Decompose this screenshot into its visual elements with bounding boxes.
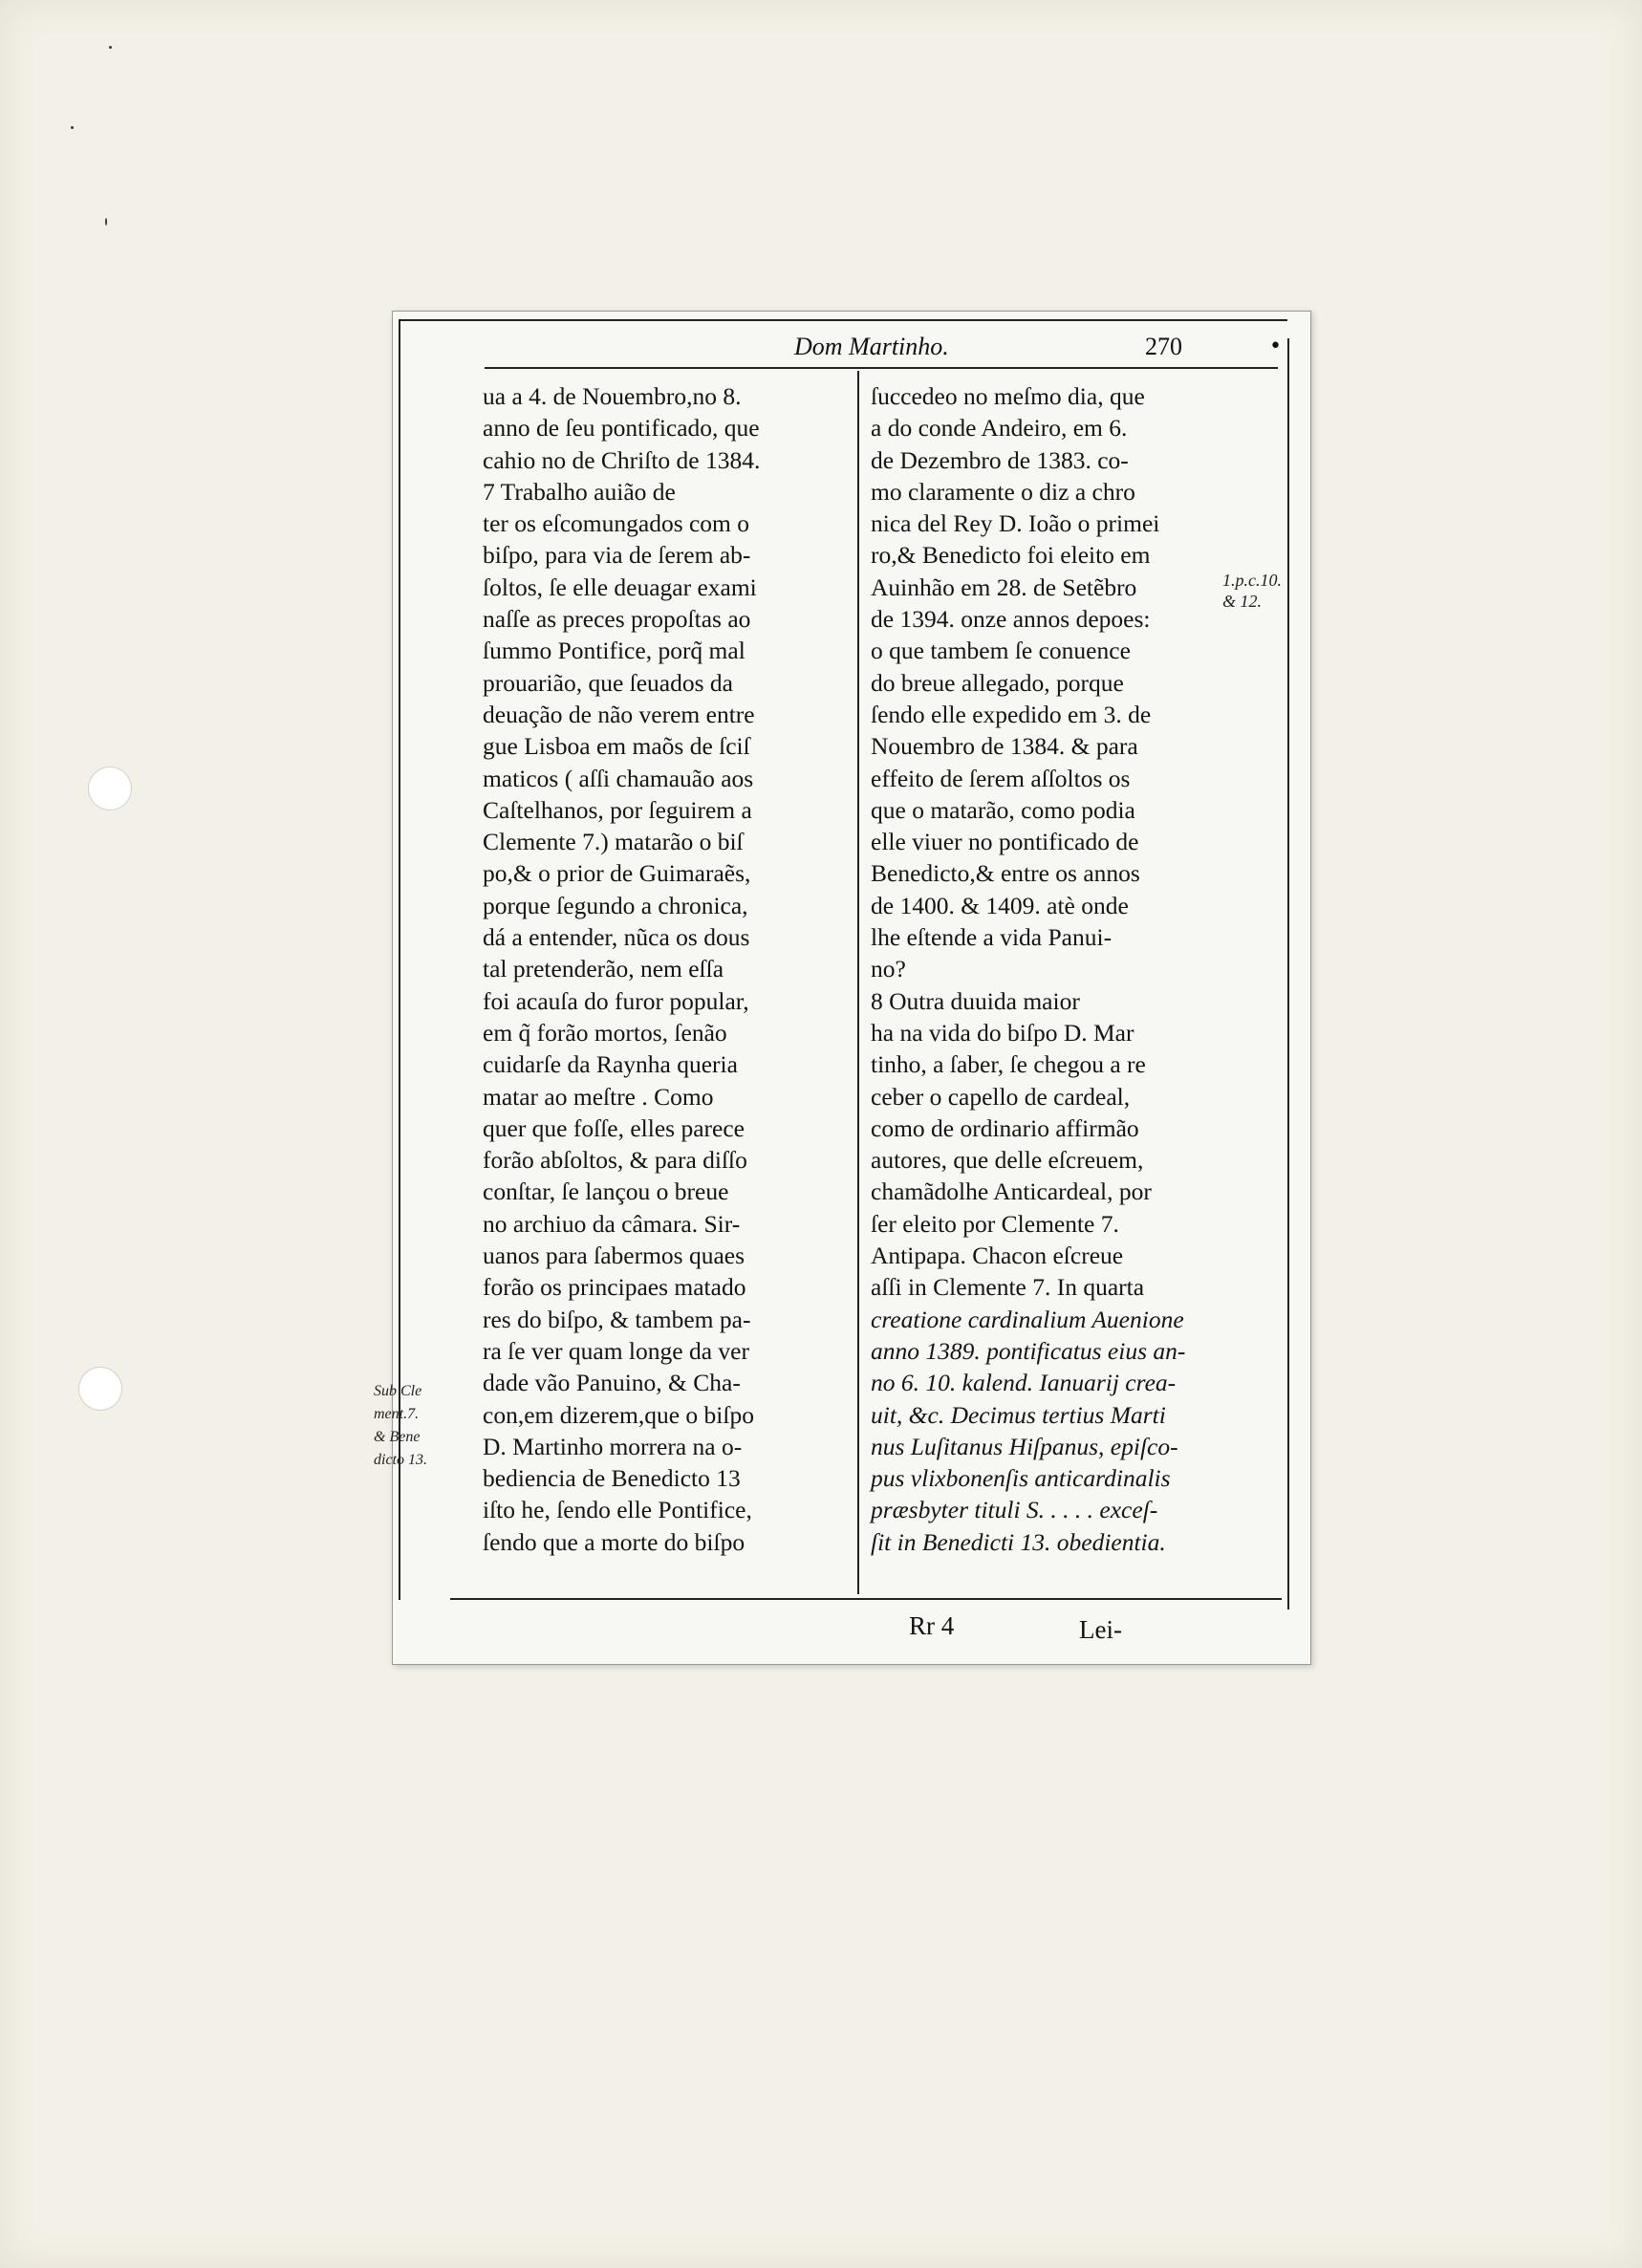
text-line: Caſtelhanos, por ſeguirem a	[483, 795, 752, 824]
text-line: nica del Rey D. Ioão o primei	[871, 509, 1160, 538]
text-line: 8 Outra duuida maior	[871, 986, 1080, 1015]
text-line: no 6. 10. kalend. Ianuarij crea-	[871, 1369, 1177, 1397]
text-line: porque ſegundo a chronica,	[483, 891, 748, 919]
right-border	[1287, 338, 1289, 1609]
left-text-column	[483, 380, 848, 1558]
text-line: ſoltos, ſe elle deuagar exami	[483, 572, 757, 601]
text-line: lhe eſtende a vida Panui-	[871, 923, 1113, 952]
bottom-rule	[450, 1598, 1282, 1600]
text-line: a do conde Andeiro, em 6.	[871, 414, 1128, 443]
text-line: ſer eleito por Clemente 7.	[871, 1209, 1119, 1238]
running-head: Dom Martinho.	[794, 333, 949, 360]
text-line: no archiuo da câmara. Sir-	[483, 1209, 741, 1238]
text-line: ſit in Benedicti 13. obedientia.	[871, 1527, 1166, 1556]
text-line: pus vlixbonenſis anticardinalis	[871, 1464, 1171, 1493]
text-line: como de ordinario affirmão	[871, 1113, 1139, 1142]
text-line: autores, que delle eſcreuem,	[871, 1146, 1144, 1175]
text-line: elle viuer no pontificado de	[871, 828, 1139, 856]
text-line: gue Lisboa em maõs de ſciſ	[483, 732, 750, 761]
text-line: ſendo que a morte do biſpo	[483, 1527, 745, 1556]
marginal-note-line: 1.p.c.10.	[1222, 571, 1282, 590]
text-line: ro,& Benedicto foi eleito em	[871, 541, 1151, 570]
text-line: Clemente 7.) matarão o biſ	[483, 828, 744, 856]
text-line: creatione cardinalium Auenione	[871, 1305, 1184, 1333]
paper-speck	[71, 126, 74, 129]
marginal-note-line: Sub Cle	[374, 1383, 422, 1399]
page-number: 270	[1145, 333, 1182, 360]
text-line: foi acauſa do furor popular,	[483, 986, 749, 1015]
text-line: matar ao meſtre . Como	[483, 1082, 714, 1111]
text-line: tal pretenderão, nem eſſa	[483, 955, 724, 983]
text-line: uanos para ſabermos quaes	[483, 1242, 745, 1270]
punch-hole-lower	[78, 1367, 122, 1411]
text-line: dade vão Panuino, & Cha-	[483, 1369, 741, 1397]
text-line: ſendo elle expedido em 3. de	[871, 700, 1152, 728]
right-marginal-note	[1222, 570, 1282, 612]
paper-speck	[109, 46, 112, 49]
text-line: ra ſe ver quam longe da ver	[483, 1336, 749, 1365]
marginal-note-line: & 12.	[1222, 592, 1263, 611]
column-divider	[857, 371, 859, 1594]
text-line: ha na vida do biſpo D. Mar	[871, 1018, 1134, 1047]
text-line: po,& o prior de Guimaraẽs,	[483, 859, 751, 888]
text-line: Nouembro de 1384. & para	[871, 732, 1138, 761]
text-line: ſuccedeo no meſmo dia, que	[871, 382, 1145, 410]
catchword: Lei-	[1079, 1615, 1122, 1644]
text-line: cuidarſe da Raynha queria	[483, 1050, 738, 1079]
text-line: aſſi in Clemente 7. In quarta	[871, 1273, 1145, 1302]
text-line: Benedicto,& entre os annos	[871, 859, 1140, 888]
text-line: forão os principaes matado	[483, 1273, 746, 1302]
text-line: naſſe as preces propoſtas ao	[483, 605, 751, 634]
text-line: Auinhão em 28. de Setẽbro	[871, 572, 1137, 601]
marginal-note-line: ment.7.	[374, 1406, 420, 1422]
header-rule	[485, 367, 1278, 369]
text-line: anno de ſeu pontificado, que	[483, 414, 760, 443]
text-line: Antipapa. Chacon eſcreue	[871, 1242, 1124, 1270]
text-line: deuação de não verem entre	[483, 700, 755, 728]
text-line: tinho, a ſaber, ſe chegou a re	[871, 1050, 1146, 1079]
text-line: mo claramente o diz a chro	[871, 477, 1135, 506]
text-line: ceber o capello de cardeal,	[871, 1082, 1131, 1111]
text-line: nus Luſitanus Hiſpanus, epiſco-	[871, 1432, 1178, 1460]
text-line: em q̃ forão mortos, ſenão	[483, 1018, 727, 1047]
text-line: chamãdolhe Anticardeal, por	[871, 1177, 1152, 1206]
text-line: maticos ( aſſi chamauão aos	[483, 764, 754, 792]
text-line: iſto he, ſendo elle Pontifice,	[483, 1496, 752, 1524]
text-line: cahio no de Chriſto de 1384.	[483, 445, 761, 474]
text-line: de Dezembro de 1383. co-	[871, 445, 1129, 474]
text-line: o que tambem ſe conuence	[871, 637, 1131, 665]
text-line: do breue allegado, porque	[871, 668, 1124, 697]
text-line: ter os eſcomungados com o	[483, 509, 750, 538]
text-line: ua a 4. de Nouembro,no 8.	[483, 382, 742, 410]
text-line: de 1400. & 1409. atè onde	[871, 891, 1129, 919]
text-line: ſummo Pontifice, porq̃ mal	[483, 637, 745, 665]
text-line: bediencia de Benedicto 13	[483, 1464, 741, 1493]
top-rule	[399, 319, 1287, 321]
text-line: de 1394. onze annos depoes:	[871, 605, 1151, 634]
text-line: uit, &c. Decimus tertius Marti	[871, 1400, 1166, 1429]
marginal-note-line: & Bene	[374, 1429, 421, 1445]
text-line: biſpo, para via de ſerem ab-	[483, 541, 751, 570]
text-line: 7 Trabalho auião de	[483, 477, 676, 506]
text-line: anno 1389. pontificatus eius an-	[871, 1336, 1186, 1365]
text-line: dá a entender, nũca os dous	[483, 923, 750, 952]
right-text-column	[871, 380, 1272, 1558]
text-line: no?	[871, 955, 906, 983]
text-line: effeito de ſerem aſſoltos os	[871, 764, 1131, 792]
photocopy-page	[374, 311, 1311, 1665]
text-line: que o matarão, como podia	[871, 795, 1135, 824]
text-line: conſtar, ſe lançou o breue	[483, 1177, 729, 1206]
text-line: D. Martinho morrera na o-	[483, 1432, 743, 1460]
left-marginal-note	[374, 1380, 427, 1472]
text-line: præsbyter tituli S. . . . . exceſ-	[871, 1496, 1158, 1524]
text-line: quer que foſſe, elles parece	[483, 1113, 745, 1142]
punch-hole-upper	[88, 767, 132, 810]
header-mark: •	[1269, 335, 1282, 358]
text-line: prouarião, que ſeuados da	[483, 668, 733, 697]
paper-speck	[105, 218, 107, 226]
text-line: res do biſpo, & tambem pa-	[483, 1305, 751, 1333]
text-line: forão abſoltos, & para diſſo	[483, 1146, 747, 1175]
marginal-note-line: dicto 13.	[374, 1452, 427, 1468]
text-line: con,em dizerem,que o biſpo	[483, 1400, 754, 1429]
signature-mark: Rr 4	[909, 1611, 955, 1640]
